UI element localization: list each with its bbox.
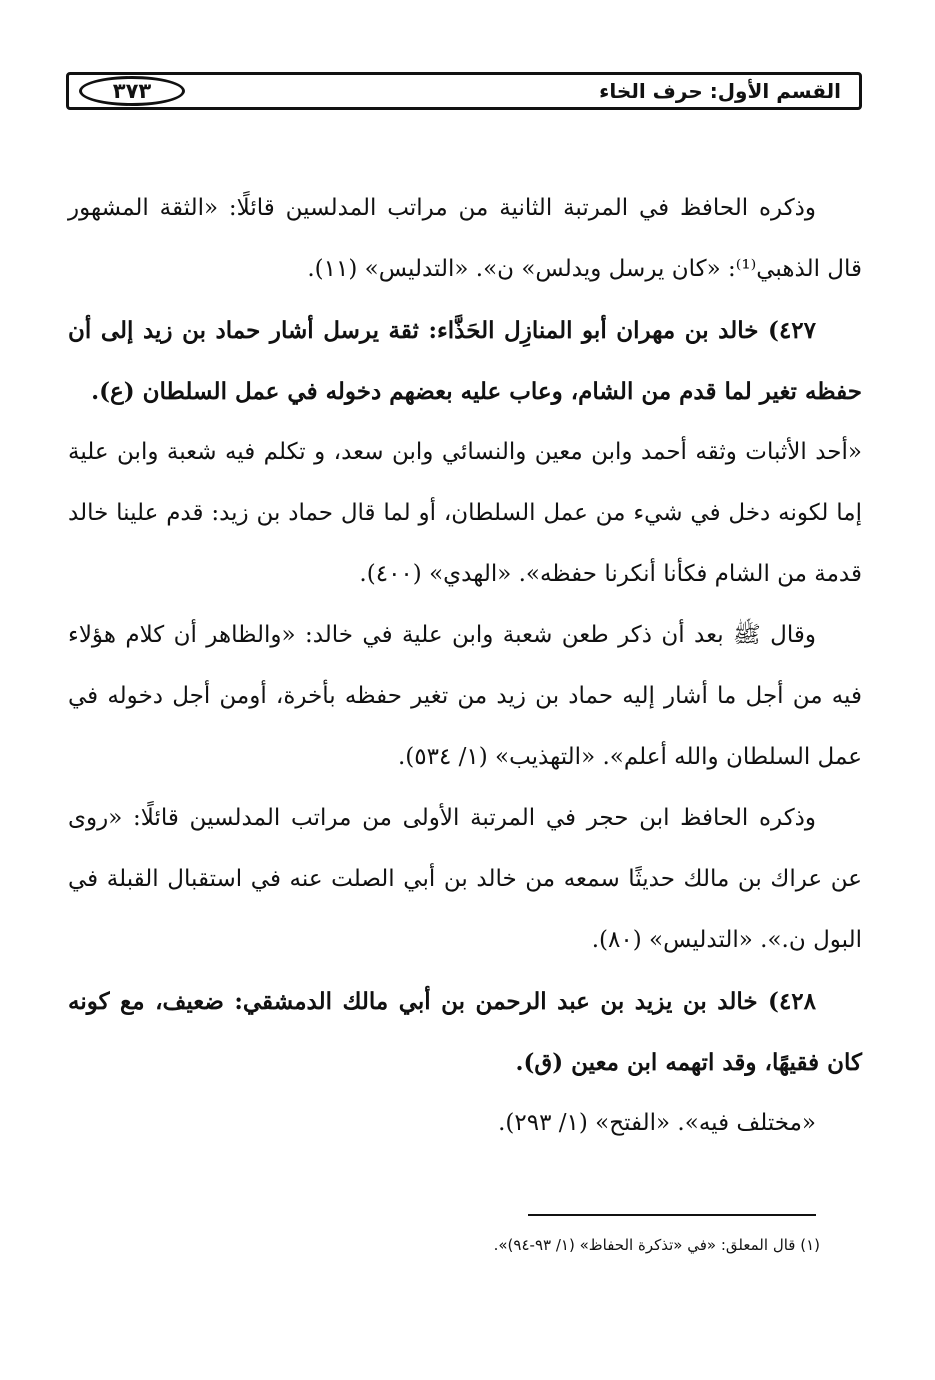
paragraph: «أحد الأثبات وثقه أحمد وابن معين والنسائي وابن سعد، و تكلم فيه شعبة وابن علية إما لكونه دخل في شيء من عمل السلطان، أو لما قال حماد بن زيد: قدم علينا خالد قدمة من الشام فكأنا أنكرنا حفظه». «الهدي» (٤٠٠). xyxy=(68,439,862,587)
footnote-divider xyxy=(528,1214,816,1216)
entry-428: ٤٢٨) خالد بن يزيد بن عبد الرحمن بن أبي مالك الدمشقي: ضعيف، مع كونه كان فقيهًا، وقد اتهمه ابن معين (ق). xyxy=(68,988,862,1076)
page-header xyxy=(66,72,862,110)
footnote: (١) قال المعلق: «في «تذكرة الحفاظ» (١/ ٩٣-٩٤)». xyxy=(493,1236,820,1254)
paragraph: «مختلف فيه». «الفتح» (١/ ٢٩٣). xyxy=(498,1110,816,1136)
paragraph: وذكره الحافظ في المرتبة الثانية من مراتب المدلسين قائلًا: «الثقة المشهور قال الذهبي⁽¹⁾: «كان يرسل ويدلس» ن». «التدليس» (١١). xyxy=(68,195,862,282)
paragraph: وذكره الحافظ ابن حجر في المرتبة الأولى من مراتب المدلسين قائلًا: «روى عن عراك بن مالك حديثًا سمعه من خالد بن أبي الصلت عنه في استقبال القبلة في البول ن.». «التدليس» (٨٠). xyxy=(68,805,862,953)
page-number-text: ٣٧٣ xyxy=(112,79,152,103)
page-number xyxy=(79,76,185,106)
entry-427: ٤٢٧) خالد بن مهران أبو المنازِل الحَذَّاء: ثقة يرسل أشار حماد بن زيد إلى أن حفظه تغير لما قدم من الشام، وعاب عليه بعضهم دخوله في عمل السلطان (ع). xyxy=(68,317,862,405)
paragraph: وقال ﷺ بعد أن ذكر طعن شعبة وابن علية في خالد: «والظاهر أن كلام هؤلاء فيه من أجل ما أشار إليه حماد بن زيد من تغير حفظه بأخرة، أومن أجل دخوله في عمل السلطان والله أعلم». «التهذيب» (١/ ٥٣٤). xyxy=(68,622,862,770)
main-text xyxy=(68,178,862,1154)
section-title: القسم الأول: حرف الخاء xyxy=(599,79,841,103)
